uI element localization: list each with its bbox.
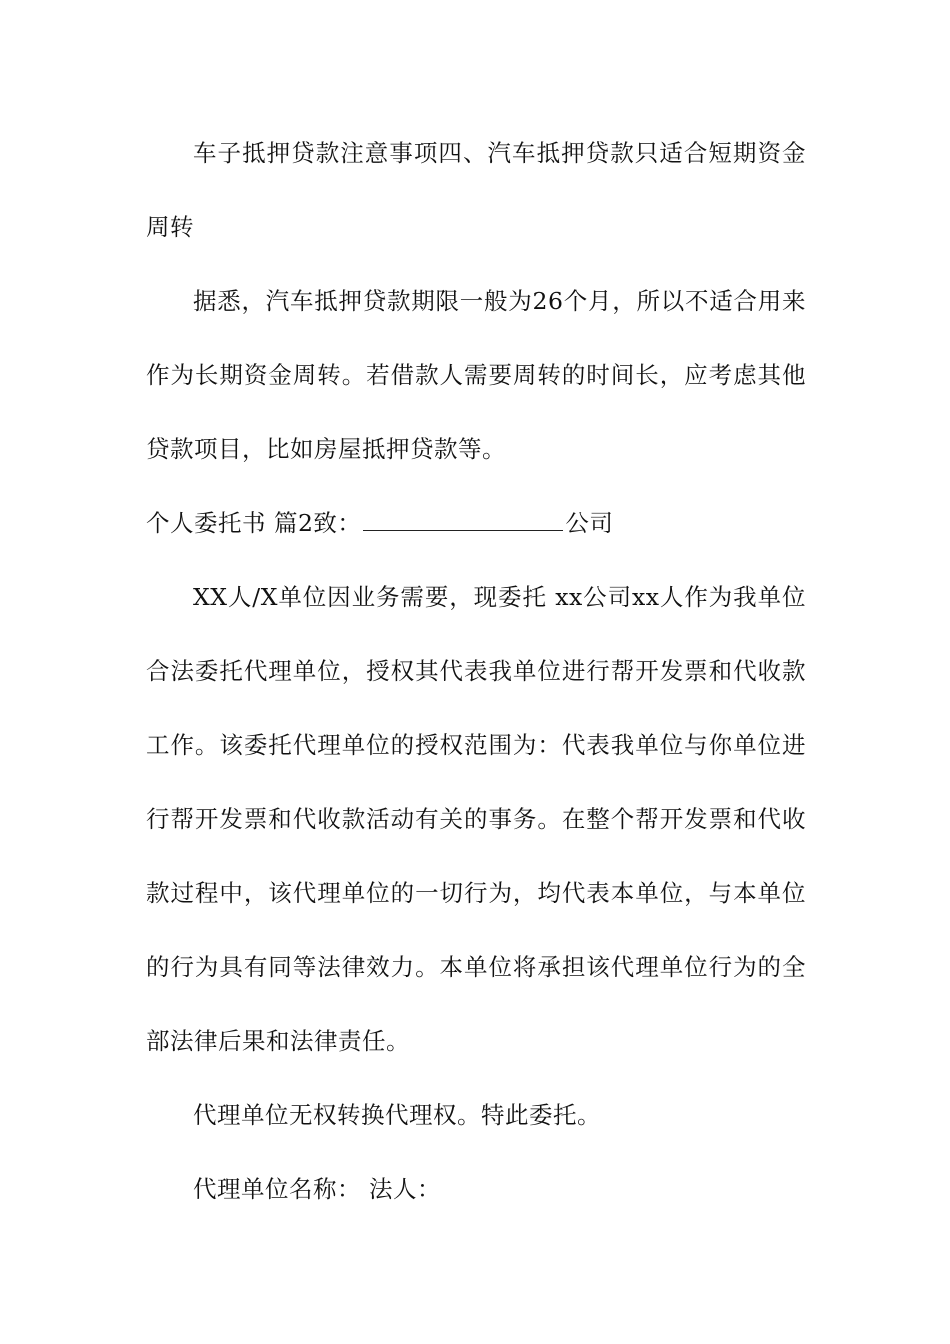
company-name-blank [363,510,563,531]
paragraph-authorization-body: XX人/X单位因业务需要，现委托 xx公司xx人作为我单位合法委托代理单位，授权其代表我单位进行帮开发票和代收款工作。该委托代理单位的授权范围为：代表我单位与你单位进行帮开发票和代收款活动有关的事务。在整个帮开发票和代收款过程中，该代理单位的一切行为，均代表本单位，与本单位的行为具有同等法律效力。本单位将承担该代理单位行为的全部法律后果和法律责任。 [146,583,806,1055]
authorization-title-text: 个人委托书 篇2致： [146,509,362,537]
paragraph-no-transfer: 代理单位无权转换代理权。特此委托。 [193,1101,601,1129]
paragraph-loan-term: 据悉，汽车抵押贷款期限一般为26个月，所以不适合用来作为长期资金周转。若借款人需要周转的时间长，应考虑其他贷款项目，比如房屋抵押贷款等。 [146,287,806,463]
paragraph-authorization-title [146,486,806,560]
document-body [146,116,806,1226]
paragraph-agent-signature: 代理单位名称： 法人： [193,1175,441,1203]
authorization-title-suffix: 公司 [565,509,614,537]
paragraph-car-loan-heading: 车子抵押贷款注意事项四、汽车抵押贷款只适合短期资金周转 [146,139,806,241]
